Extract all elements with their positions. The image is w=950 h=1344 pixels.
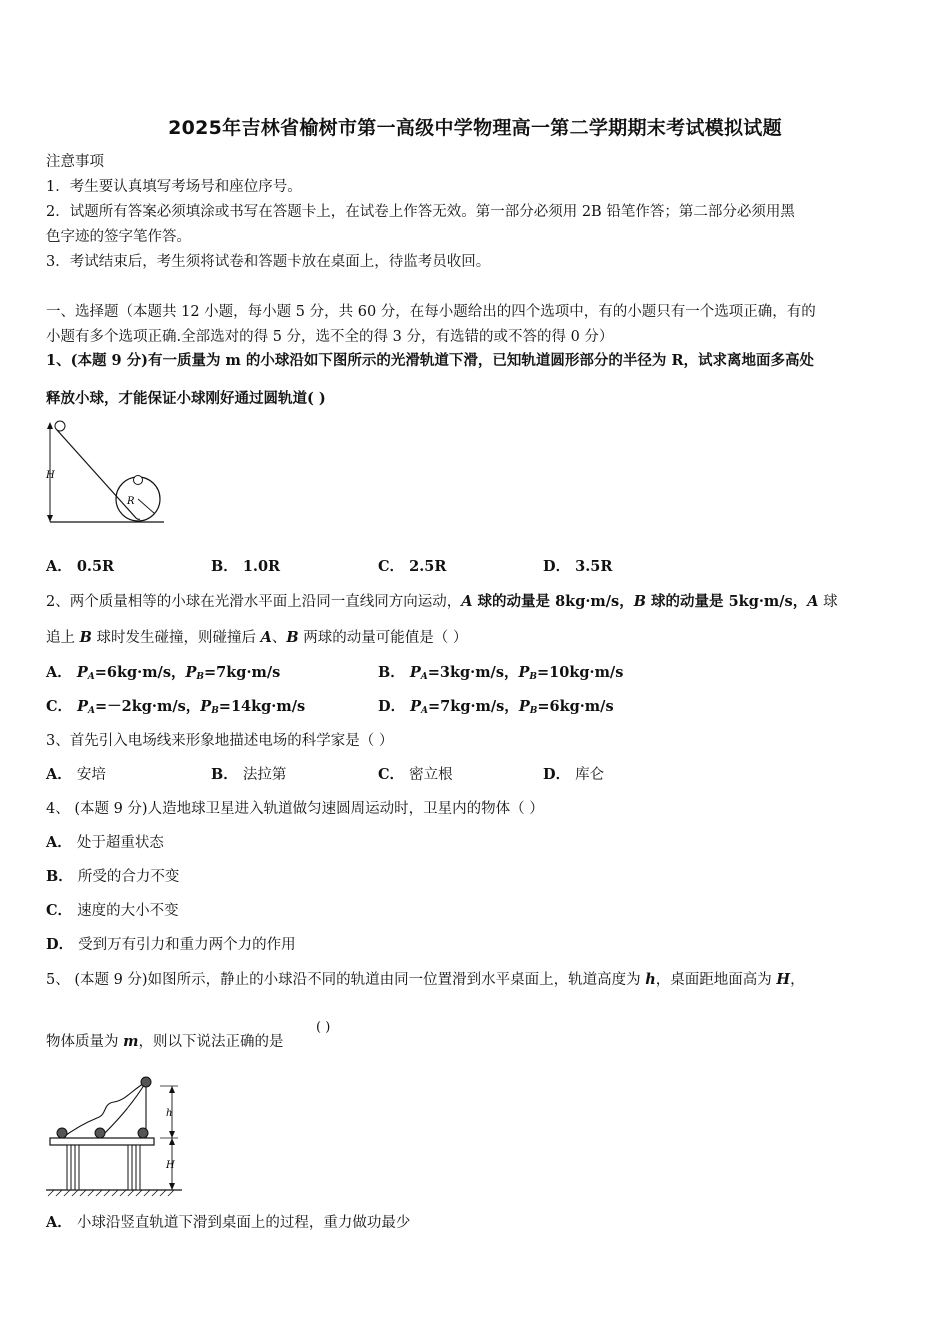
question-1-text: 1、(本题 9 分)有一质量为 m 的小球沿如下图所示的光滑轨道下滑，已知轨道圆形部分的半径为 R，试求离地面多高处 [46, 352, 815, 369]
question-5-figure [42, 1072, 192, 1198]
option-b: B． 所受的合力不变 [46, 868, 180, 885]
height-label: H [46, 470, 55, 481]
page-title: 2025年吉林省榆树市第一高级中学物理高一第二学期期末考试模拟试题 [168, 117, 782, 139]
option-c: C． 速度的大小不变 [46, 902, 179, 919]
question-1-text-cont: 释放小球，才能保证小球刚好通过圆轨道( ) [46, 390, 326, 407]
option-b: B． $P_A=3kg\cdot m/s$，$P_B=10kg\cdot m/s$ [378, 664, 624, 682]
option-b: B． 1.0R [211, 558, 281, 575]
option-d: D． 3.5R [543, 558, 613, 575]
notice-heading: 注意事项 [46, 154, 104, 170]
question-5-text-cont: 物体质量为 m，则以下说法正确的是 [46, 1033, 284, 1050]
option-a: A． $P_A=6kg\cdot m/s$，$P_B=7kg\cdot m/s$ [46, 664, 281, 682]
question-2-text: 2、两个质量相等的小球在光滑水平面上沿同一直线同方向运动，A 球的动量是 8kg·m/s，B 球的动量是 5kg·m/s，A 球 [46, 593, 838, 610]
option-c: C． 密立根 [378, 766, 453, 783]
radius-label: R [127, 496, 135, 507]
option-a: A． 0.5R [46, 558, 115, 575]
option-d: D． 库仑 [543, 766, 605, 783]
option-a: A． 小球沿竖直轨道下滑到桌面上的过程，重力做功最少 [46, 1214, 411, 1231]
question-4-text: 4、 (本题 9 分)人造地球卫星进入轨道做匀速圆周运动时，卫星内的物体（ ） [46, 801, 544, 817]
answer-paren: ( ) [316, 1020, 331, 1035]
ball [55, 421, 65, 431]
h-label: h [166, 1108, 173, 1119]
option-a: A． 安培 [46, 766, 106, 783]
option-b: B． 法拉第 [211, 766, 287, 783]
question-3-text: 3、首先引入电场线来形象地描述电场的科学家是（ ） [46, 733, 394, 749]
question-5-text: 5、 (本题 9 分)如图所示，静止的小球沿不同的轨道由同一位置滑到水平桌面上，轨道高度为 h，桌面距地面高为 H， [46, 971, 805, 988]
question-1-figure [40, 418, 170, 528]
question-2-text-cont: 追上 B 球时发生碰撞，则碰撞后 A、B 两球的动量可能值是（ ） [46, 629, 468, 646]
notice-item: 1．考生要认真填写考场号和座位序号。 [46, 179, 302, 195]
option-d: D． 受到万有引力和重力两个力的作用 [46, 936, 296, 953]
notice-item: 3．考试结束后，考生须将试卷和答题卡放在桌面上，待监考员收回。 [46, 254, 491, 270]
notice-item: 2．试题所有答案必须填涂或书写在答题卡上，在试卷上作答无效。第一部分必须用 2B 铅笔作答；第二部分必须用黑 [46, 204, 795, 220]
table-top [50, 1138, 154, 1145]
option-c: C． $P_A=-2kg\cdot m/s$，$P_B=14kg\cdot m/s$ [46, 698, 306, 716]
notice-item: 色字迹的签字笔作答。 [46, 229, 191, 245]
option-a: A． 处于超重状态 [46, 834, 164, 851]
section-heading: 一、选择题（本题共 12 小题，每小题 5 分，共 60 分，在每小题给出的四个选项中，有的小题只有一个选项正确，有的 [46, 304, 816, 320]
option-c: C． 2.5R [378, 558, 447, 575]
option-d: D． $P_A=7kg\cdot m/s$，$P_B=6kg\cdot m/s$ [378, 698, 614, 716]
H-label: H [166, 1160, 175, 1171]
section-heading-cont: 小题有多个选项正确.全部选对的得 5 分，选不全的得 3 分，有选错的或不答的得 0 分） [46, 329, 614, 345]
